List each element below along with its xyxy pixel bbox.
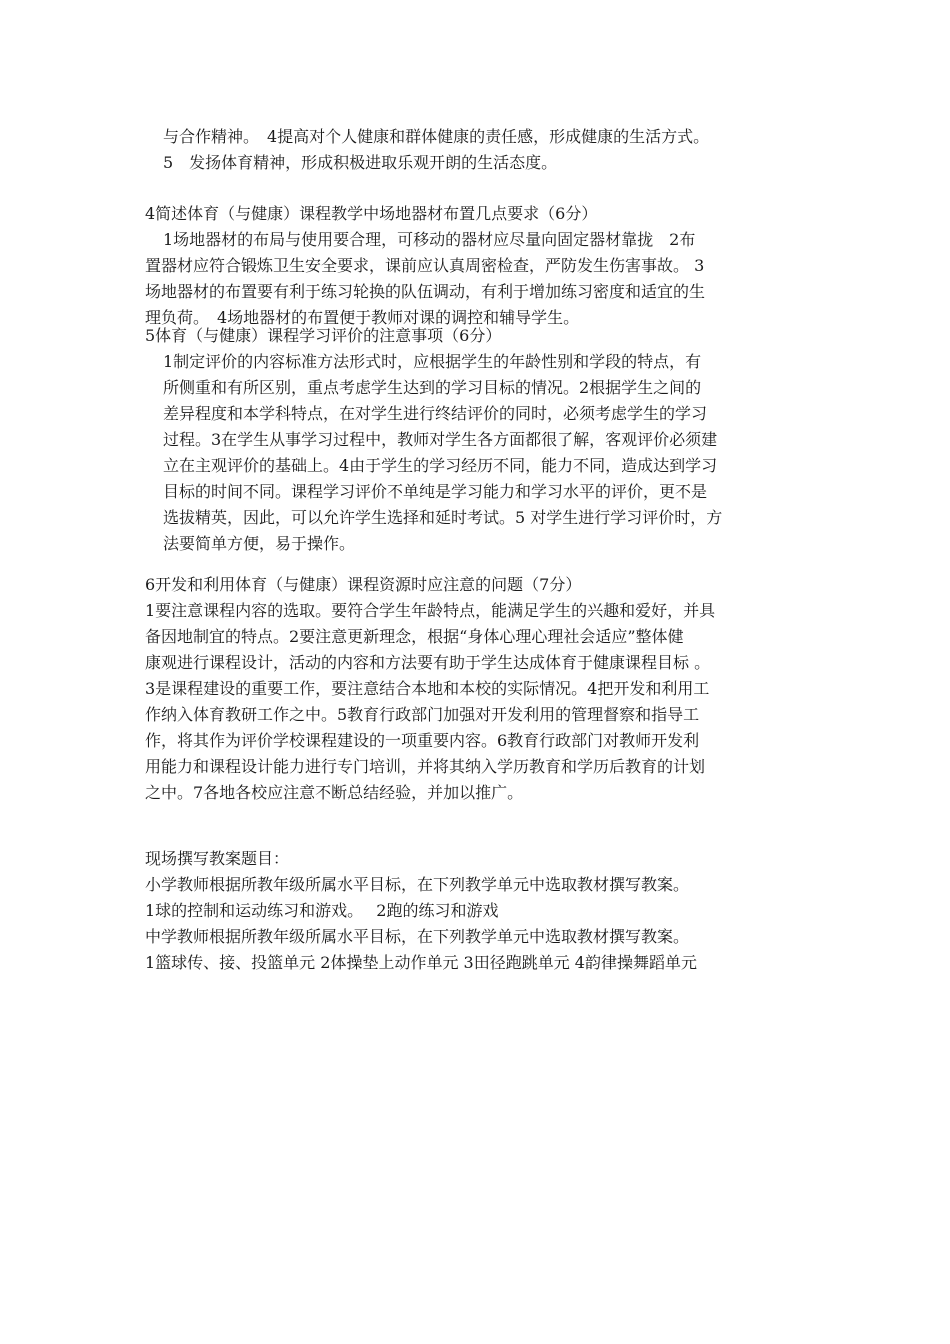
question-6-section xyxy=(145,572,815,806)
lesson-plan-line-4: 1篮球传、接、投篮单元 2体操垫上动作单元 3田径跑跳单元 4韵律操舞蹈单元 xyxy=(145,953,697,972)
lesson-plan-section xyxy=(145,846,815,976)
question-6-line-3: 康观进行课程设计，活动的内容和方法要有助于学生达成体育于健康课程目标 。 xyxy=(145,653,711,672)
question-4-line-4: 理负荷。 4场地器材的布置便于教师对课的调控和辅导学生。 xyxy=(145,308,580,327)
lesson-plan-line-2: 1球的控制和运动练习和游戏。 2跑的练习和游戏 xyxy=(145,901,499,920)
intro-line-2: 5 发扬体育精神，形成积极进取乐观开朗的生活态度。 xyxy=(163,153,558,172)
question-6-line-1: 1要注意课程内容的选取。要符合学生年龄特点，能满足学生的兴趣和爱好，并具 xyxy=(145,601,716,620)
question-6-line-4: 3是课程建设的重要工作，要注意结合本地和本校的实际情况。4把开发和利用工 xyxy=(145,679,710,698)
question-5-line-6: 目标的时间不同。课程学习评价不单纯是学习能力和学习水平的评价，更不是 xyxy=(163,482,708,501)
question-6-line-7: 用能力和课程设计能力进行专门培训，并将其纳入学历教育和学历后教育的计划 xyxy=(145,757,706,776)
question-4-line-2: 置器材应符合锻炼卫生安全要求，课前应认真周密检查，严防发生伤害事故。 3 xyxy=(145,256,705,275)
question-4-line-3: 场地器材的布置要有利于练习轮换的队伍调动，有利于增加练习密度和适宜的生 xyxy=(145,282,706,301)
question-5-line-4: 过程。3在学生从事学习过程中，教师对学生各方面都很了解，客观评价必须建 xyxy=(163,430,718,449)
question-5-heading: 5体育（与健康）课程学习评价的注意事项（6分） xyxy=(145,326,502,345)
lesson-plan-heading: 现场撰写教案题目： xyxy=(145,849,290,868)
question-4-heading: 4简述体育（与健康）课程教学中场地器材布置几点要求（6分） xyxy=(145,204,598,223)
question-6-heading: 6开发和利用体育（与健康）课程资源时应注意的问题（7分） xyxy=(145,575,582,594)
question-5-line-3: 差异程度和本学科特点，在对学生进行终结评价的同时，必须考虑学生的学习 xyxy=(163,404,708,423)
lesson-plan-line-3: 中学教师根据所教年级所属水平目标，在下列教学单元中选取教材撰写教案。 xyxy=(145,927,690,946)
question-6-line-6: 作，将其作为评价学校课程建设的一项重要内容。6教育行政部门对教师开发利 xyxy=(145,731,700,750)
question-5-body xyxy=(145,349,815,557)
intro-line-1: 与合作精神。 4提高对个人健康和群体健康的责任感，形成健康的生活方式。 xyxy=(163,127,710,146)
question-5-line-7: 选拔精英，因此，可以允许学生选择和延时考试。5 对学生进行学习评价时，方 xyxy=(163,508,723,527)
question-4-section xyxy=(145,201,815,331)
question-5-line-1: 1制定评价的内容标准方法形式时，应根据学生的年龄性别和学段的特点，有 xyxy=(163,352,702,371)
question-5-line-2: 所侧重和有所区别，重点考虑学生达到的学习目标的情况。2根据学生之间的 xyxy=(163,378,702,397)
question-5-line-5: 立在主观评价的基础上。4由于学生的学习经历不同，能力不同，造成达到学习 xyxy=(163,456,718,475)
lesson-plan-line-1: 小学教师根据所教年级所属水平目标，在下列教学单元中选取教材撰写教案。 xyxy=(145,875,690,894)
question-5-line-8: 法要简单方便，易于操作。 xyxy=(163,534,356,553)
intro-section xyxy=(145,124,815,176)
question-6-line-2: 备因地制宜的特点。2要注意更新理念，根据“身体心理心理社会适应”整体健 xyxy=(145,627,684,646)
question-6-line-5: 作纳入体育教研工作之中。5教育行政部门加强对开发利用的管理督察和指导工 xyxy=(145,705,700,724)
question-6-line-8: 之中。7各地各校应注意不断总结经验，并加以推广。 xyxy=(145,783,524,802)
question-4-line-1: 1场地器材的布局与使用要合理，可移动的器材应尽量向固定器材靠拢 2布 xyxy=(163,230,696,249)
question-5-section xyxy=(145,323,815,557)
